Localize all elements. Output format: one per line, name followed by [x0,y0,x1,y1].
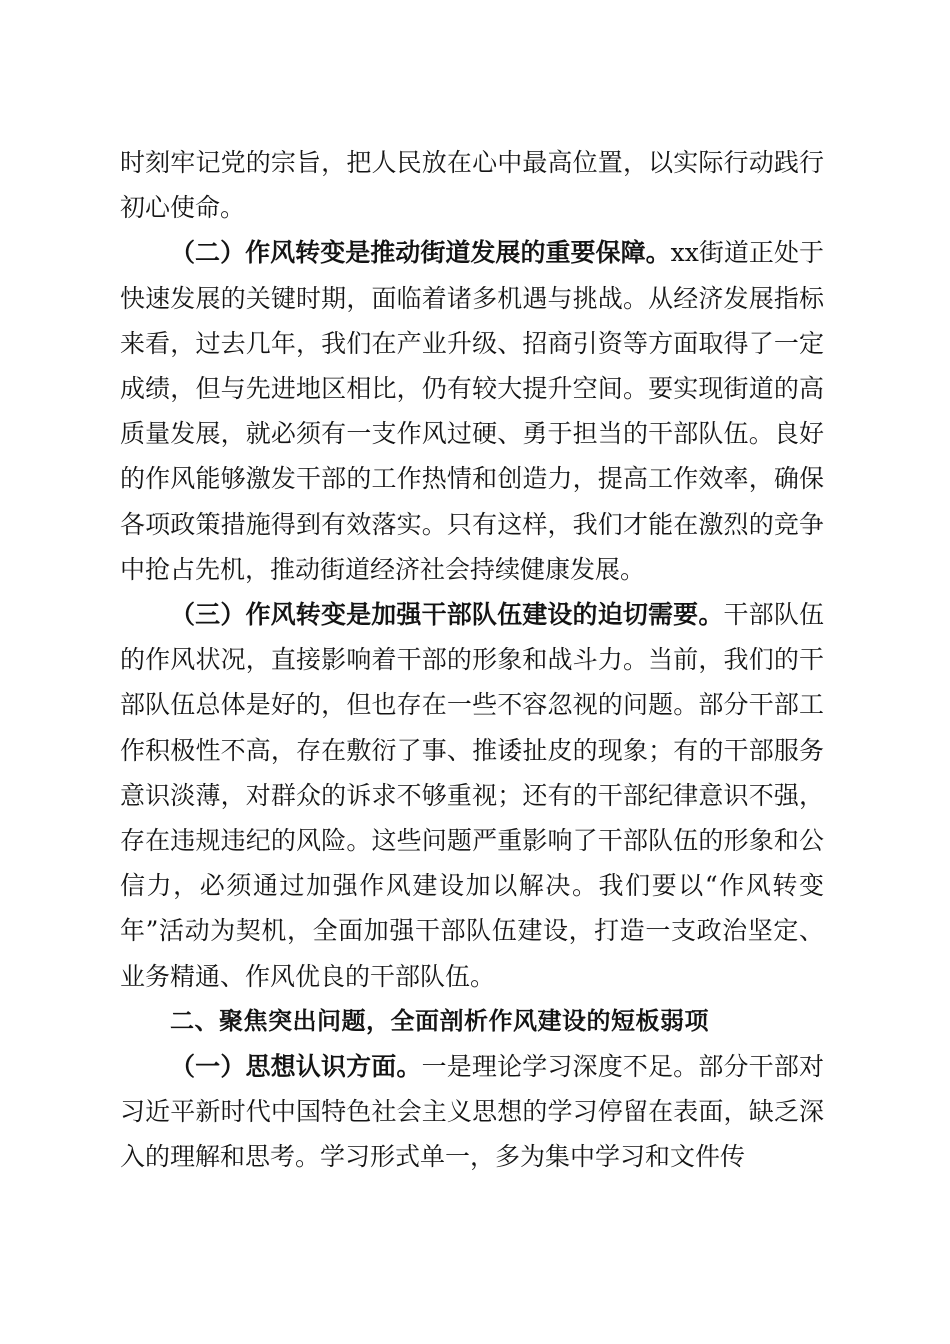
paragraph-ideological-awareness [120,1044,824,1180]
paragraph-lead-4: （一）思想认识方面。 [170,1052,422,1082]
paragraph-body-3: 干部队伍的作风状况，直接影响着干部的形象和战斗力。当前，我们的干部队伍总体是好的，但也存在一些不容忽视的问题。部分干部工作积极性不高，存在敷衍了事、推诿扯皮的现象；有的干部服务意识淡薄，对群众的诉求不够重视；还有的干部纪律意识不强，存在违规违纪的风险。这些问题严重影响了干部队伍的形象和公信力，必须通过加强作风建设加以解决。我们要以“作风转变年”活动为契机，全面加强干部队伍建设，打造一支政治坚定、业务精通、作风优良的干部队伍。 [120,600,824,991]
paragraph-continuation: 时刻牢记党的宗旨，把人民放在心中最高位置，以实际行动践行初心使命。 [120,148,824,223]
paragraph-work-style-development [120,230,824,592]
paragraph-body-4: 一是理论学习深度不足。部分干部对习近平新时代中国特色社会主义思想的学习停留在表面，缺乏深入的理解和思考。学习形式单一，多为集中学习和文件传 [120,1052,824,1172]
paragraph-lead-3: （三）作风转变是加强干部队伍建设的迫切需要。 [170,600,724,630]
paragraph-lead-2: （二）作风转变是推动街道发展的重要保障。 [170,238,671,268]
section-heading: 二、聚焦突出问题，全面剖析作风建设的短板弱项 [170,1006,709,1035]
paragraph-body-2: xx街道正处于快速发展的关键时期，面临着诸多机遇与挑战。从经济发展指标来看，过去几年，我们在产业升级、招商引资等方面取得了一定成绩，但与先进地区相比，仍有较大提升空间。要实现街道的高质量发展，就必须有一支作风过硬、勇于担当的干部队伍。良好的作风能够激发干部的工作热情和创造力，提高工作效率，确保各项政策措施得到有效落实。只有这样，我们才能在激烈的竞争中抢占先机，推动街道经济社会持续健康发展。 [120,238,824,584]
paragraph-cadre-team-building [120,592,824,999]
document-body [120,140,824,1180]
